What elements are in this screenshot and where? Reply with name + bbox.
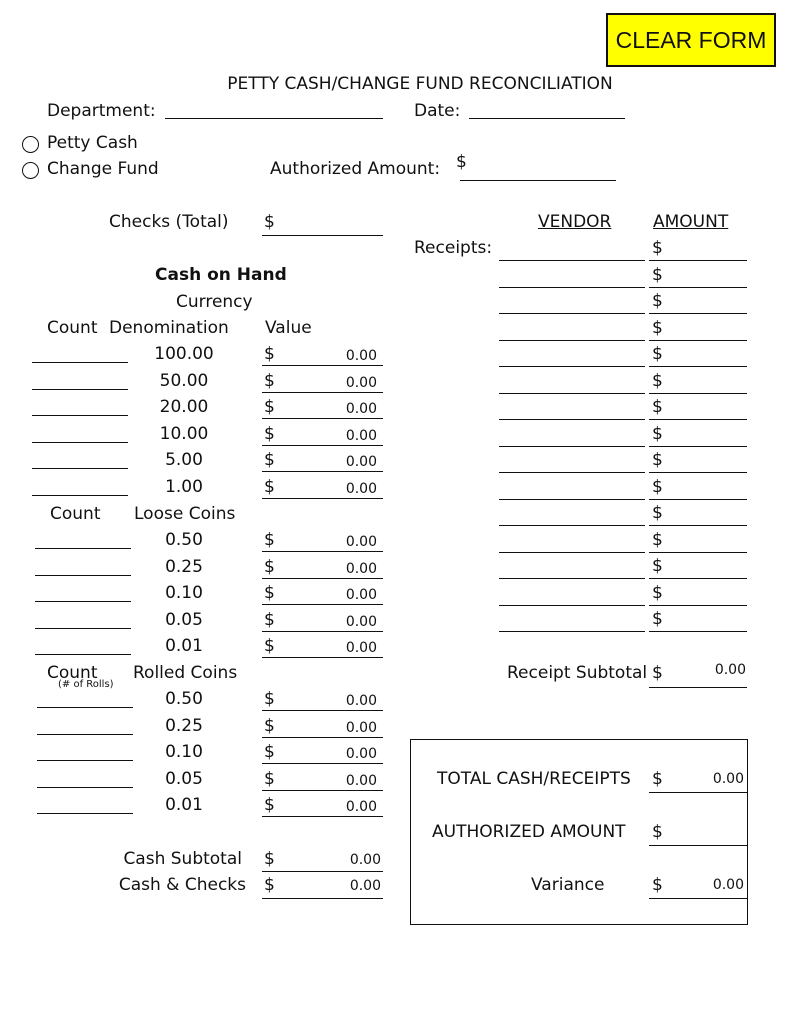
count-field[interactable]	[32, 468, 128, 469]
dollar-sign: $	[456, 152, 467, 172]
denomination-label: 1.00	[165, 476, 203, 497]
value-line	[262, 657, 383, 658]
value-field[interactable]: 0.00	[345, 719, 377, 736]
dollar-sign: $	[652, 875, 663, 895]
value-field[interactable]: 0.00	[345, 401, 377, 417]
dollar-sign: $	[264, 450, 275, 470]
amount-field[interactable]	[649, 287, 747, 288]
value-line	[262, 578, 383, 579]
authorized-amount-label: Authorized Amount:	[270, 159, 441, 179]
dollar-sign: $	[652, 476, 663, 497]
amount-field[interactable]	[649, 605, 747, 606]
denomination-label: 0.05	[165, 768, 203, 789]
total-cash-receipts-line	[649, 792, 747, 793]
dollar-sign: $	[652, 529, 663, 550]
value-line	[262, 763, 383, 764]
amount-field[interactable]	[649, 260, 747, 261]
count-field[interactable]	[37, 787, 133, 788]
variance-value[interactable]: 0.00	[712, 877, 744, 893]
count-field[interactable]	[35, 548, 131, 549]
vendor-field[interactable]	[499, 472, 645, 473]
dollar-sign: $	[264, 849, 275, 869]
dollar-sign: $	[264, 768, 275, 789]
vendor-field[interactable]	[499, 287, 645, 288]
vendor-field[interactable]	[499, 552, 645, 553]
amount-field[interactable]	[649, 499, 747, 500]
checks-total-field[interactable]	[262, 235, 383, 236]
value-field[interactable]: 0.00	[345, 746, 377, 762]
rolled-coins-heading: Rolled Coins	[133, 663, 238, 683]
clear-form-button[interactable]: CLEAR FORM	[606, 13, 776, 67]
count-field[interactable]	[37, 813, 133, 814]
dollar-sign: $	[264, 397, 275, 417]
dollar-sign: $	[652, 582, 663, 603]
dollar-sign: $	[652, 397, 663, 417]
amount-field[interactable]	[649, 393, 747, 394]
value-line	[262, 737, 383, 738]
authorized-amount-total-line	[649, 845, 747, 846]
dollar-sign: $	[264, 742, 275, 762]
denomination-label: 0.10	[165, 742, 203, 762]
value-line	[262, 551, 383, 552]
date-field[interactable]	[469, 118, 625, 119]
denomination-label: 5.00	[165, 450, 203, 470]
count-field[interactable]	[37, 734, 133, 735]
loose-coins-count-header: Count	[50, 504, 101, 524]
vendor-field[interactable]	[499, 446, 645, 447]
value-line	[262, 631, 383, 632]
dollar-sign: $	[264, 875, 275, 895]
petty-cash-radio[interactable]	[22, 136, 39, 153]
dollar-sign: $	[264, 344, 275, 364]
receipts-label: Receipts:	[414, 238, 493, 258]
count-field[interactable]	[35, 575, 131, 576]
value-line	[262, 365, 383, 366]
dollar-sign: $	[652, 264, 663, 285]
dollar-sign: $	[652, 238, 663, 258]
amount-field[interactable]	[649, 552, 747, 553]
count-field[interactable]	[32, 362, 128, 363]
dollar-sign: $	[264, 476, 275, 497]
denomination-label: 10.00	[159, 423, 209, 444]
department-field[interactable]	[165, 118, 383, 119]
count-field[interactable]	[37, 707, 133, 708]
cash-subtotal-value[interactable]: 0.00	[349, 852, 381, 868]
dollar-sign: $	[652, 291, 663, 311]
value-field[interactable]: 0.00	[345, 534, 377, 550]
cash-and-checks-label: Cash & Checks	[118, 875, 246, 895]
value-field[interactable]: 0.00	[345, 613, 377, 630]
denomination-label: 0.25	[165, 556, 203, 577]
value-line	[262, 816, 383, 817]
amount-field[interactable]	[649, 446, 747, 447]
amount-field[interactable]	[649, 366, 747, 367]
dollar-sign: $	[652, 450, 663, 470]
amount-field[interactable]	[649, 578, 747, 579]
receipt-subtotal-line	[649, 687, 747, 688]
count-field[interactable]	[35, 628, 131, 629]
amount-field[interactable]	[649, 419, 747, 420]
value-field[interactable]: 0.00	[345, 348, 377, 364]
amount-field[interactable]	[649, 472, 747, 473]
receipt-subtotal-label: Receipt Subtotal	[507, 663, 648, 683]
vendor-field[interactable]	[499, 525, 645, 526]
value-line	[262, 392, 383, 393]
department-label: Department:	[47, 101, 156, 121]
petty-cash-label: Petty Cash	[47, 133, 138, 153]
dollar-sign: $	[264, 423, 275, 444]
denomination-header: Denomination	[109, 318, 229, 338]
count-field[interactable]	[35, 601, 131, 602]
receipt-subtotal-value[interactable]: 0.00	[714, 662, 746, 678]
dollar-sign: $	[652, 556, 663, 576]
value-field[interactable]: 0.00	[345, 640, 377, 656]
count-field[interactable]	[32, 389, 128, 390]
value-field[interactable]: 0.00	[345, 693, 377, 709]
vendor-field[interactable]	[499, 260, 645, 261]
amount-header: AMOUNT	[653, 212, 729, 232]
count-field[interactable]	[32, 415, 128, 416]
value-field[interactable]: 0.00	[345, 799, 377, 815]
count-header: Count	[47, 318, 98, 338]
denomination-label: 100.00	[154, 344, 214, 364]
dollar-sign: $	[652, 822, 663, 842]
form-title: PETTY CASH/CHANGE FUND RECONCILIATION	[227, 74, 613, 94]
dollar-sign: $	[264, 795, 275, 815]
change-fund-label: Change Fund	[47, 159, 159, 179]
count-field[interactable]	[32, 495, 128, 496]
value-field[interactable]: 0.00	[345, 374, 377, 391]
cash-and-checks-value[interactable]: 0.00	[349, 878, 381, 894]
vendor-field[interactable]	[499, 366, 645, 367]
dollar-sign: $	[264, 212, 275, 232]
denomination-label: 0.50	[165, 530, 203, 550]
value-line	[262, 790, 383, 791]
denomination-label: 0.01	[165, 795, 203, 815]
denomination-label: 50.00	[159, 370, 209, 391]
dollar-sign: $	[652, 344, 663, 364]
value-field[interactable]: 0.00	[345, 772, 377, 789]
denomination-label: 0.10	[165, 583, 203, 603]
variance-label: Variance	[531, 875, 605, 895]
dollar-sign: $	[652, 370, 663, 391]
dollar-sign: $	[652, 769, 663, 789]
value-line	[262, 604, 383, 605]
amount-field[interactable]	[649, 313, 747, 314]
value-field[interactable]: 0.00	[345, 427, 377, 444]
cash-subtotal-line	[262, 871, 383, 872]
amount-field[interactable]	[649, 631, 747, 632]
dollar-sign: $	[652, 503, 663, 523]
date-label: Date:	[414, 101, 461, 121]
change-fund-radio[interactable]	[22, 162, 39, 179]
dollar-sign: $	[264, 715, 275, 736]
value-field[interactable]: 0.00	[345, 480, 377, 497]
total-cash-receipts-value[interactable]: 0.00	[712, 771, 744, 787]
dollar-sign: $	[264, 609, 275, 630]
dollar-sign: $	[264, 530, 275, 550]
total-cash-receipts-label: TOTAL CASH/RECEIPTS	[437, 769, 631, 789]
cash-and-checks-line	[262, 898, 383, 899]
vendor-field[interactable]	[499, 499, 645, 500]
value-field[interactable]: 0.00	[345, 587, 377, 603]
value-field[interactable]: 0.00	[345, 454, 377, 470]
vendor-header: VENDOR	[538, 212, 612, 232]
value-line	[262, 471, 383, 472]
dollar-sign: $	[652, 423, 663, 444]
vendor-field[interactable]	[499, 605, 645, 606]
dollar-sign: $	[264, 636, 275, 656]
rolled-coins-count-header: Count	[47, 663, 98, 683]
rolls-note: (# of Rolls)	[58, 679, 114, 690]
count-field[interactable]	[35, 654, 131, 655]
amount-field[interactable]	[649, 525, 747, 526]
variance-line	[649, 898, 747, 899]
dollar-sign: $	[264, 556, 275, 577]
denomination-label: 20.00	[159, 397, 209, 417]
vendor-field[interactable]	[499, 419, 645, 420]
count-field[interactable]	[37, 760, 133, 761]
dollar-sign: $	[652, 317, 663, 338]
amount-field[interactable]	[649, 340, 747, 341]
cash-on-hand-heading: Cash on Hand	[155, 265, 287, 285]
dollar-sign: $	[264, 370, 275, 391]
vendor-field[interactable]	[499, 393, 645, 394]
value-line	[262, 418, 383, 419]
value-line	[262, 445, 383, 446]
vendor-field[interactable]	[499, 340, 645, 341]
checks-total-label: Checks (Total)	[109, 212, 229, 232]
vendor-field[interactable]	[499, 631, 645, 632]
authorized-amount-total-label: AUTHORIZED AMOUNT	[432, 822, 626, 842]
vendor-field[interactable]	[499, 578, 645, 579]
loose-coins-heading: Loose Coins	[134, 504, 236, 524]
currency-heading: Currency	[176, 292, 253, 312]
vendor-field[interactable]	[499, 313, 645, 314]
dollar-sign: $	[652, 609, 663, 629]
denomination-label: 0.01	[165, 636, 203, 656]
value-line	[262, 498, 383, 499]
authorized-amount-field[interactable]	[460, 180, 616, 181]
dollar-sign: $	[264, 689, 275, 709]
value-field[interactable]: 0.00	[345, 560, 377, 577]
count-field[interactable]	[32, 442, 128, 443]
cash-subtotal-label: Cash Subtotal	[123, 849, 242, 869]
denomination-label: 0.25	[165, 715, 203, 736]
denomination-label: 0.50	[165, 689, 203, 709]
denomination-label: 0.05	[165, 609, 203, 630]
dollar-sign: $	[264, 583, 275, 603]
value-line	[262, 710, 383, 711]
value-header: Value	[265, 318, 312, 338]
dollar-sign: $	[652, 663, 663, 683]
